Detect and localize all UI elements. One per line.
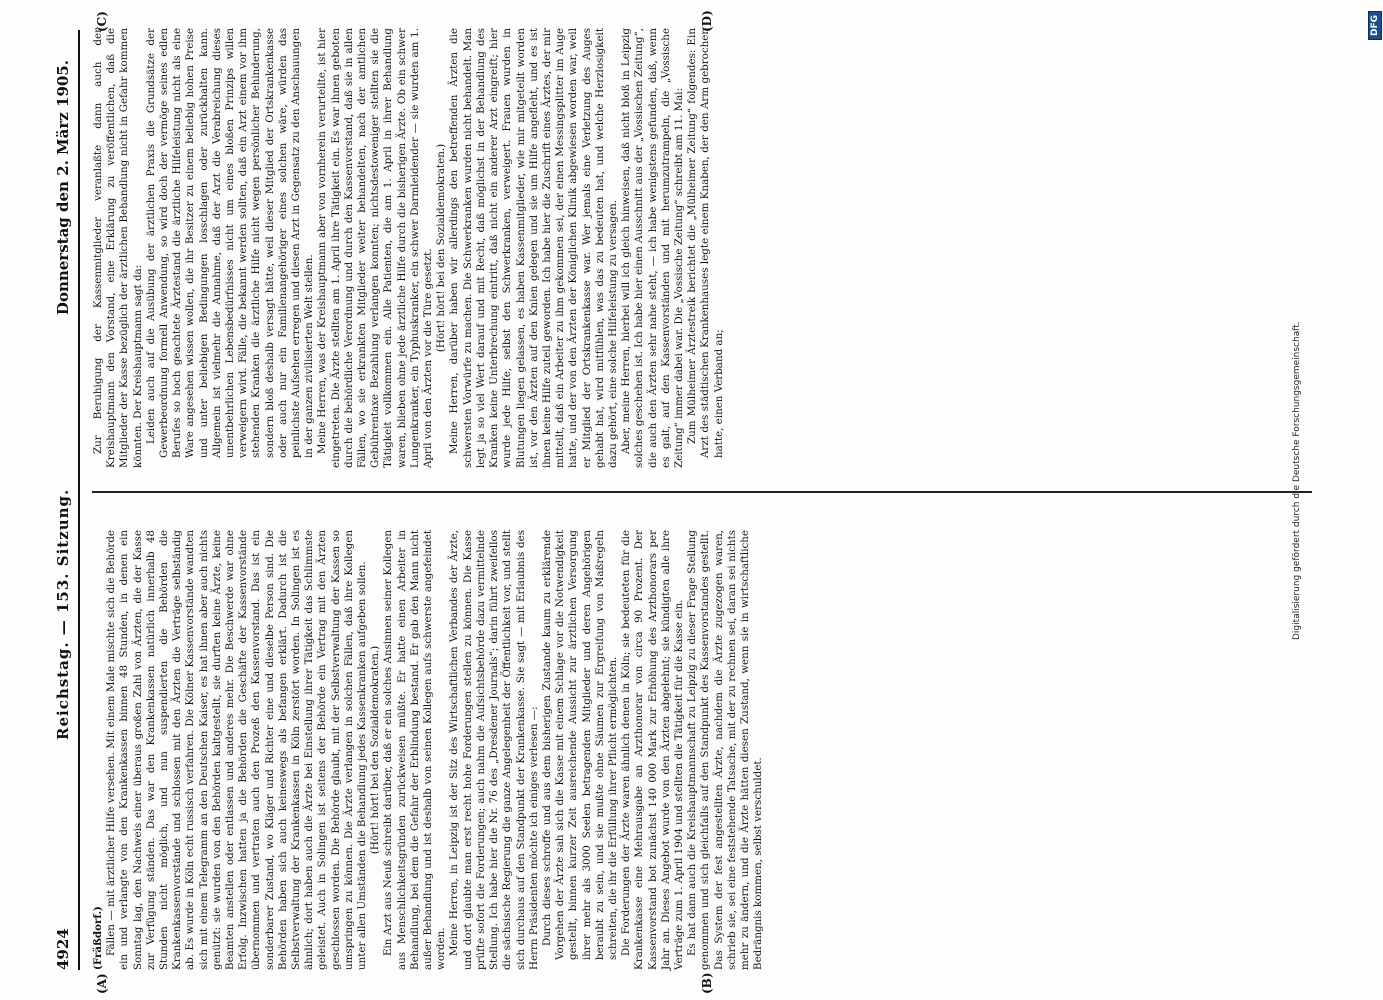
quotation: Leiden auch auf die Ausübung der ärztlichen Praxis die Grundsätze der Gewerbeordnung formell Anwendung, so wird doch der vermöge seines edlen Berufes so hoch geachtete Ärztestand die ärztliche Hilfeleistung nicht als eine Ware angesehen wissen wollen, die ihr Besitzer zu einem beliebig hohen Preise und unter beliebigen Bedingungen losschlagen oder zurückhalten kann. Allgemein ist vielmehr die Annahme, daß der Arzt die Verabreichung dieses unentbehrlichen Lebensbedürfnisses nicht um eines bloßen Prinzips willen verweigern wird. Fälle, die bekannt werden sollten, daß ein Arzt einem vor ihm stehenden Kranken die ärztliche Hilfe nicht wegen persönlicher Behinderung, sondern bloß deshalb versagt hätte, weil dieser Mitglied der Ortskrankenkasse oder auch nur ein Familienangehöriger eines solchen wäre, würden das peinlichste Aufsehen erregen und diesen Arzt in Gegensatz zu den Anschauungen in der ganzen zivilisierten Welt stellen. [144,28,316,458]
paragraph: Fällen — mit ärztlicher Hilfe versehen. Mit einem Male mischte sich die Behörde ein und verlangte von den Krankenkassen binnen 48 Stunden, in denen ein Sonntag lag, den Nachweis einer überaus großen Zahl von Ärzten, die der Kasse zur Verfügung ständen. Das war den Krankenkassen natürlich innerhalb 48 Stunden nicht möglich, und nun suspendierten die Behörden die Krankenkassenvorstände und schlossen mit den Ärzten die Verträge selbständig ab. Es wurde in Köln echt russisch verfahren. Die Kölner Kassenvorstände wandten sich mit einem Telegramm an den Deutschen Kaiser, es hat ihnen aber auch nichts genützt: sie wurden von den Behörden kaltgestellt, sie durften keine Ärzte, keine Beamten anstellen oder entlassen und anderes mehr. Die Beschwerde war ohne Erfolg. Inzwischen hatten ja die Behörden die Geschäfte der Kassenvorstände übernommen und vertraten auch den Prozeß den Kassenvorstand. Das ist ein sonderbarer Zustand, wo Kläger und Richter eine und dieselbe Person sind. Die Behörden haben sich auch keineswegs als befangen erklärt. Dadurch ist die Selbstverwaltung der Krankenkassen in Köln zerstört worden. In Solingen ist es ähnlich; dort haben auch die Ärzte bei Einstellung ihrer Tätigkeit das Schlimmste geleistet. Auch in Solingen ist seitens der Behörde ein Vertrag mit den Ärzten geschlossen worden. Die Behörde glaubt, mit der Selbstverwaltung der Kassen so umspringen zu können. Die Ärzte verlangen in solchen Fällen, daß ihre Kollegen unter allen Umständen die Behandlung jedes Kassenkranken aufgeben sollen. [105,530,369,970]
page-header [52,30,80,970]
paragraph: Zur Beruhigung der Kassenmitglieder veranlaßte dann auch der Kreishauptmann den Vorstand, eine Erklärung zu veröffentlichen, daß die Mitglieder der Kasse bezüglich der ärztlichen Behandlung nicht in Gefahr kommen könnten. Der Kreishauptmann sagt da: [92,28,144,468]
paragraph: Meine Herren, darüber haben wir allerdings den betreffenden Ärzten die schwersten Vorwürfe zu machen. Die Schwerkranken wurden nicht behandelt. Man legt ja so viel Wert darauf und mit Recht, daß möglichst in der Behandlung des Kranken keine Unterbrechung eintritt, daß nicht ein anderer Arzt eingreift; hier wurde jede Hilfe, selbst den Schwerkranken, verweigert. Frauen wurden in Blutungen liegen gelassen, es haben Kassenmitglieder, wie mir mitgeteilt worden ist, vor den Ärzten auf den Knien gelegen und sie um Hilfe angefleht, und es ist ihnen keine Hilfe zuteil geworden. Ich habe hier die Zuschrift eines Ärztes, der mir mitteilt, daß ein Arbeiter zu ihm gekommen sei, der einen Messingsplitter im Auge hatte, und der von den Ärzten der Königlichen Klinik abgewiesen worden war, weil er Mitglied der Ortskrankenkasse war. Wer jemals eine Verletzung des Auges gehabt hat, wird mitfühlen, was das zu bedeuten hat, und welche Herzlosigkeit dazu gehört, eine solche Hilfeleistung zu versagen. [448,28,619,468]
interjection: (Hört! hört! bei den Sozialdemokraten.) [435,143,448,353]
paragraph: Aber, meine Herren, hierbei will ich gleich hinweisen, daß nicht bloß in Leipzig solches geschehen ist. Ich habe hier einen Ausschnitt aus der „Vossischen Zeitung“, die auch den Ärzten sehr nahe steht, — ich habe wenigstens gefunden, daß, wenn es galt, auf den Kassenvorständen und mit herumzutrampeln, die „Vossische Zeitung“ immer dabei war. Die „Vossische Zeitung“ schreibt am 11. Mai: [620,28,685,468]
paragraph: Meine Herren, in Leipzig ist der Sitz des Wirtschaftlichen Verbandes der Ärzte, und dort glaubte man erst recht hohe Forderungen stellen zu können. Die Kasse prüfte sofort die Forderungen; auch nahm die Aufsichtsbehörde dazu vermittelnde Stellung. Ich habe hier die Nr. 76 des „Dresdener Journals“; darin führt zweifellos die sächsische Regierung die ganze Angelegenheit der Öffentlichkeit vor, und stellt sich durchaus auf den Standpunkt der Krankenkasse. Sie sagt — mit Erlaubnis des Herrn Präsidenten möchte ich einiges verlesen —: [448,530,540,970]
margin-marker-d: (D) [700,10,714,32]
dfg-logo: DFG [1368,11,1382,40]
page-number: 4924 [54,928,72,970]
paragraph: Ein Arzt aus Neuß schreibt darüber, daß er ein solches Ansinnen seiner Kollegen aus Menschlichkeitsgründen zurückweisen müßte. Er hatte einen Arbeiter in Behandlung, bei dem die Gefahr der Erblindung bestand. Er gab den Mann nicht außer Behandlung und ist deshalb von seinen Kollegen aufs schwerste angefeindet worden. [382,530,448,970]
left-text-column [92,530,765,970]
right-text-column [92,28,726,468]
session-title: Reichstag. — 153. Sitzung. [54,488,72,740]
interjection: (Hört! hört! bei den Sozialdemokraten.) [369,645,382,855]
digitization-credit: Digitalisierung gefördert durch die Deutsche Forschungsgemeinschaft. [1292,321,1302,640]
session-date: Donnerstag den 2. März 1905. [54,60,72,316]
margin-marker-c: (C) [95,11,109,32]
quotation: Zum Mülheimer Ärztestreik berichtet die „Mülheimer Zeitung“ folgendes: Ein Arzt des städtischen Krankenhauses legte einem Knaben, der den Arm gebrochen hatte, einen Verband an; [686,28,725,458]
paragraph: Meine Herren, was der Kreishauptmann aber von vornherein verurteilte, ist hier eingetreten. Die Ärzte stellten am 1. April ihre Tätigkeit ein. Es war ihnen geboten durch die behördliche Verordnung und durch den Kassenvorstand, daß sie in allen Fällen, wo sie erkrankten Mitglieder weiter behandelten, nach der amtlichen Gebührentaxe Bezahlung verlangen konnten; nichtsdestoweniger stellten sie die Tätigkeit vollkommen ein. Alle Patienten, die am 1. April in ihrer Behandlung waren, blieben ohne jede ärztliche Hilfe durch die bisherigen Ärzte. Ob ein schwer Lungenkranker, ein Typhuskranker, ein schwer Darmleidender — sie wurden am 1. April von den Ärzten vor die Türe gesetzt. [316,28,435,468]
margin-marker-b: (B) [700,972,714,994]
paragraph: Es hat dann auch die Kreishauptmannschaft zu Leipzig zu dieser Frage Stellung genommen und sich gleichfalls auf den Standpunkt des Kassenvorstandes gestellt. Das System der fest angestellten Ärzte, nachdem die Ärzte zugezogen waren, schrieb sie, sei eine feststehende Tatsache, mit der zu rechnen sei, daran sei nichts mehr zu ändern, und die Ärzte hätten diesen Zustand, wenn sie in wirtschaftliche Bedrängnis kommen, selbst verschuldet. [686,530,765,970]
column-divider [92,492,1312,494]
quotation: Durch dieses schroffe und aus dem bisherigen Zustande kaum zu erklärende Vorgehen der Ärzte sah sich die Kasse mit einem Schlage vor die Notwendigkeit gestellt, binnen kurzer Zeit ausreichende Aussicht zur ärztlichen Versorgung ihrer mehr als 3000 Seelen betragenden Mitglieder und deren Angehörigen beraubt zu sein, und sie mußte ohne Säumen zur Ergreifung von Maßregeln schreiten, die ihr die Erfüllung ihrer Pflicht ermöglichten. [540,530,619,960]
speaker-tag: (Fräßdorf.) [92,906,104,970]
margin-marker-a: (A) [95,973,109,994]
paragraph: Die Forderungen der Ärzte waren ähnlich denen in Köln; sie bedeuteten für die Krankenkasse eine Mehrausgabe an Arzthonorar von circa 90 Prozent. Der Kassenvorstand bot zunächst 140 000 Mark zur Erhöhung des Arzthonorars per Jahr an. Dieses Angebot wurde von den Ärzten abgelehnt; sie kündigten alle ihre Verträge zum 1. April 1904 und stellten die Tätigkeit für die Kasse ein. [620,530,685,970]
